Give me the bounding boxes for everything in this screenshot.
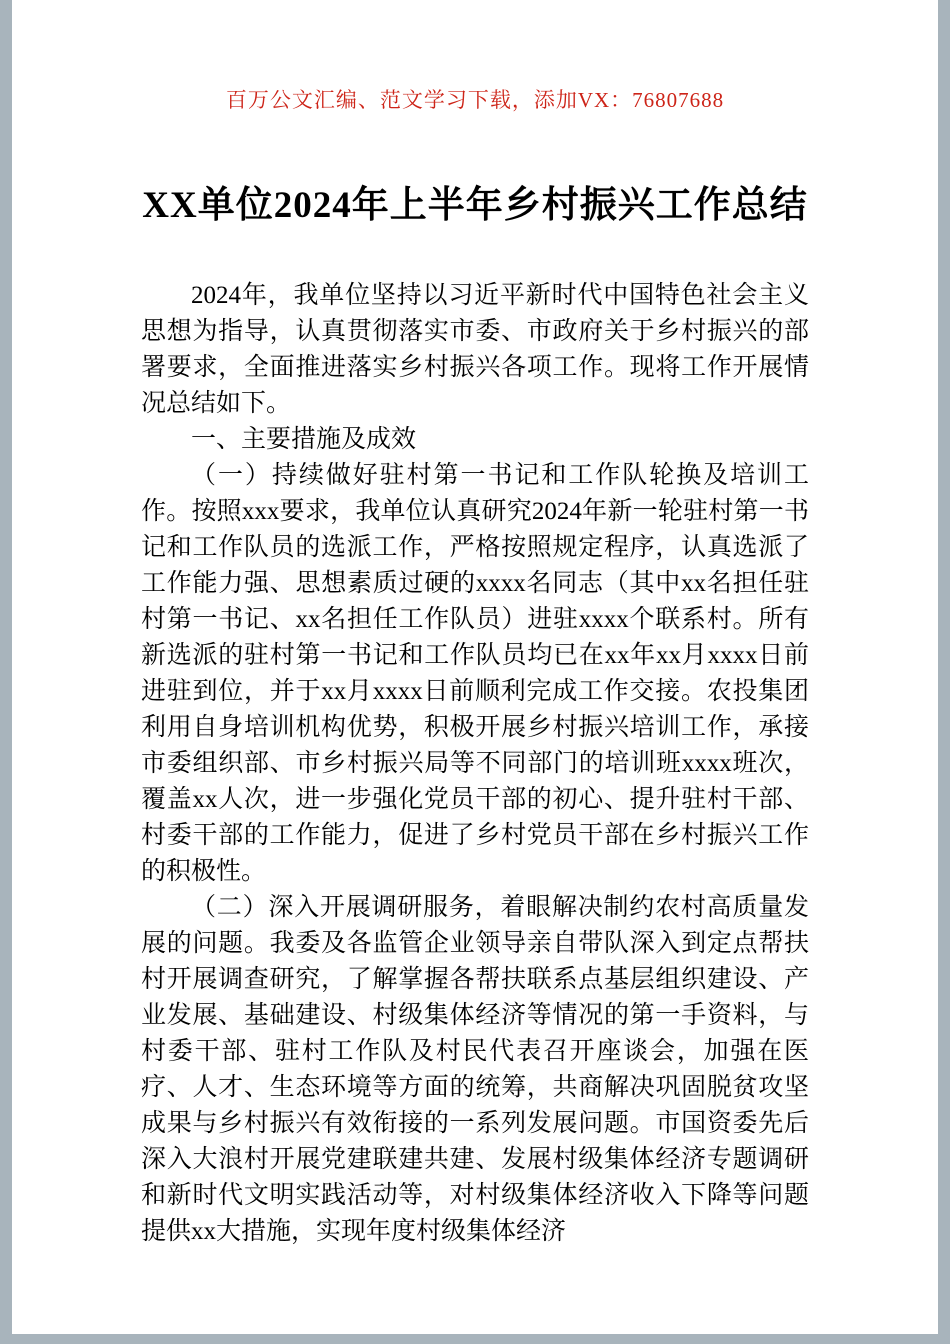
document-title: XX单位2024年上半年乡村振兴工作总结 [142, 185, 808, 226]
document-page [12, 0, 938, 1334]
document-body [141, 278, 809, 1250]
promo-notice: 百万公文汇编、范文学习下载，添加VX：76807688 [225, 88, 725, 112]
paragraph-measure-1: （一）持续做好驻村第一书记和工作队轮换及培训工作。按照xxx要求，我单位认真研究2024年新一轮驻村第一书记和工作队员的选派工作，严格按照规定程序，认真选派了工作能力强、思想素质过硬的xxxx名同志（其中xx名担任驻村第一书记、xx名担任工作队员）进驻xxxx个联系村。所有新选派的驻村第一书记和工作队员均已在xx年xx月xxxx日前进驻到位，并于xx月xxxx日前顺利完成工作交接。农投集团利用自身培训机构优势，积极开展乡村振兴培训工作，承接市委组织部、市乡村振兴局等不同部门的培训班xxxx班次，覆盖xx人次，进一步强化党员干部的初心、提升驻村干部、村委干部的工作能力，促进了乡村党员干部在乡村振兴工作的积极性。 [141, 462, 809, 885]
paragraph-measure-2: （二）深入开展调研服务，着眼解决制约农村高质量发展的问题。我委及各监管企业领导亲自带队深入到定点帮扶村开展调查研究，了解掌握各帮扶联系点基层组织建设、产业发展、基础建设、村级集体经济等情况的第一手资料，与村委干部、驻村工作队及村民代表召开座谈会，加强在医疗、人才、生态环境等方面的统筹，共商解决巩固脱贫攻坚成果与乡村振兴有效衔接的一系列发展问题。市国资委先后深入大浪村开展党建联建共建、发展村级集体经济专题调研和新时代文明实践活动等，对村级集体经济收入下降等问题提供xx大措施，实现年度村级集体经济 [141, 894, 809, 1245]
section-heading: 一、主要措施及成效 [191, 426, 417, 453]
paragraph-intro: 2024年，我单位坚持以习近平新时代中国特色社会主义思想为指导，认真贯彻落实市委、市政府关于乡村振兴的部署要求，全面推进落实乡村振兴各项工作。现将工作开展情况总结如下。 [141, 282, 809, 417]
